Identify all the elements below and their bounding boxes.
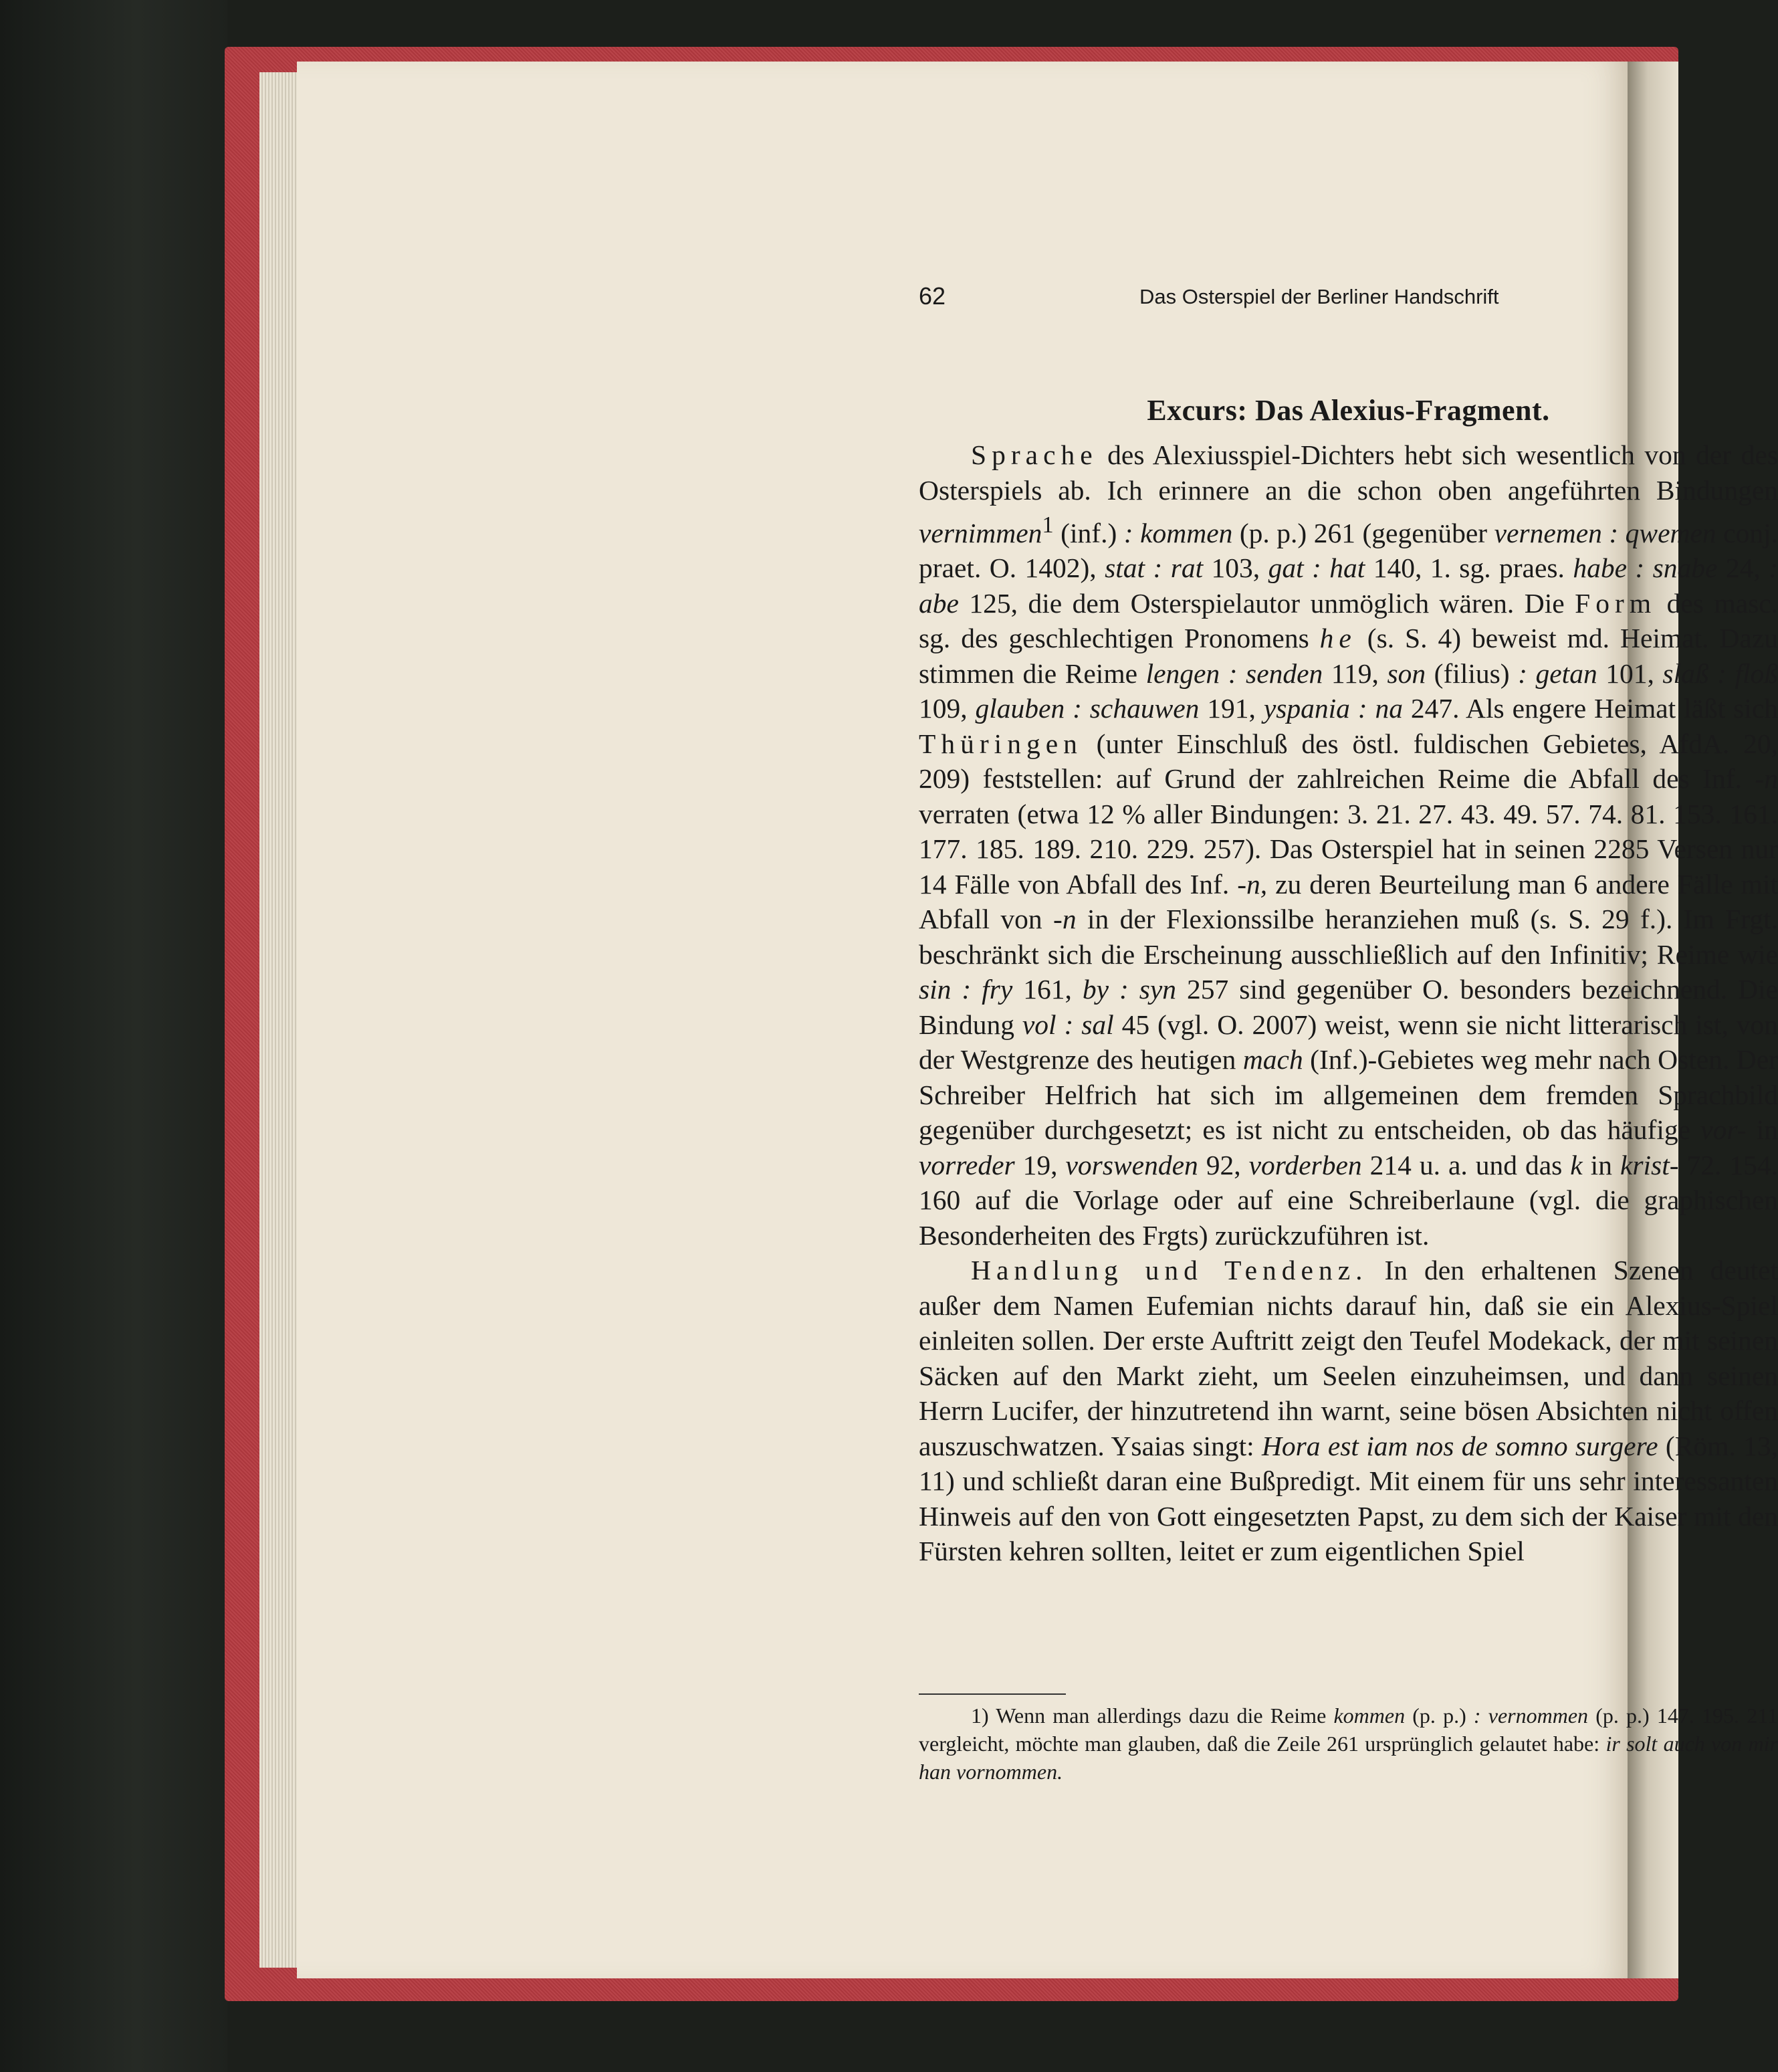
italic-term: : vernommen <box>1473 1703 1589 1728</box>
page-number: 62 <box>919 282 946 310</box>
text-run: 101, <box>1597 657 1663 689</box>
paragraph-sprache <box>919 437 1778 1253</box>
text-run: 24, <box>1717 552 1769 584</box>
italic-quote: ir solt auch von mir han vornommen. <box>919 1732 1778 1784</box>
running-header <box>919 282 1778 314</box>
italic-term: -n, <box>1237 868 1268 900</box>
italic-term: vernemen : qwemen <box>1494 517 1716 548</box>
footnote-rule <box>919 1693 1066 1695</box>
text-run: 1) Wenn man allerdings dazu die Reime <box>971 1703 1334 1728</box>
text-run: in <box>1582 1149 1620 1180</box>
italic-term: : abe <box>919 552 1778 619</box>
text-run: (filius) <box>1426 657 1519 689</box>
italic-term: -n <box>1755 763 1778 795</box>
text-run: 161, <box>1012 974 1083 1005</box>
italic-term: by : syn <box>1082 974 1177 1005</box>
italic-term: kommen <box>1333 1703 1406 1728</box>
text-run: verraten (etwa 12 % aller Bindungen: 3. 21. 27. 43. 49. 57. 74. 81. 153. 161. 177. 185. 189. 210. 229. 257). Das Osterspiel hat in seinen 2285 Versen nur 14 Fälle von Abfall des Inf. <box>919 798 1778 900</box>
text-run: (Röm. 13, 11) und schließt daran eine Bußpredigt. Mit einem für uns sehr interessanten Hinweis auf den von Gott eingesetzten Papst, zu dem sich der Kaiser mit den Fürsten kehren sollten, leitet er zum eigentlichen Spiel <box>919 1430 1778 1567</box>
section-heading: Excurs: Das Alexius-Fragment. <box>1147 394 1550 427</box>
page-edges <box>259 72 300 1968</box>
text-run: (s. S. 4) beweist md. Heimat. Dazu stimmen die Reime <box>919 623 1778 689</box>
italic-term: gat : hat <box>1268 552 1365 584</box>
italic-term: slaß : floß <box>1662 657 1778 689</box>
italic-term: lengen : senden <box>1145 657 1323 689</box>
dark-background <box>0 0 227 2072</box>
text-run: 214 u. a. und das <box>1361 1149 1571 1180</box>
body-text <box>919 437 1778 1569</box>
text-run: 45 (vgl. O. 2007) weist, wenn sie nicht litterarisch ist, von der Westgrenze des heutigen <box>919 1009 1778 1075</box>
italic-term: vorswenden <box>1065 1149 1198 1180</box>
italic-term: krist- <box>1620 1149 1679 1180</box>
text-run: (unter Einschluß des östl. fuldischen Gebietes, AfdA. 20, 209) feststellen: auf Grund der zahlreichen Reime die Abfall des Inf. <box>919 728 1778 795</box>
book-page <box>297 62 1778 1978</box>
text-run: in <box>1746 1114 1778 1146</box>
italic-term: yspania : na <box>1263 693 1403 724</box>
text-run: 72. 154. 160 auf die Vorlage oder auf eine Schreiberlaune (vgl. die graphischen Besonderheiten des Frgts) zurückzuführen ist. <box>919 1149 1778 1251</box>
text-run: 19, <box>1014 1149 1066 1180</box>
italic-term: glauben : schauwen <box>975 693 1200 724</box>
italic-term: habe : snabe <box>1573 552 1718 584</box>
italic-quote: Hora est iam nos de somno surgere <box>1261 1430 1658 1461</box>
text-run: 92, <box>1198 1149 1249 1180</box>
footnote-text <box>919 1701 1778 1786</box>
text-run: in der Flexionssilbe heranziehen muß (s. S. 29 f.). Im Frgt. beschränkt sich die Erscheinung ausschließlich auf den Infinitiv; Reime wie <box>919 904 1778 970</box>
text-run: 257 sind gegenüber O. besonders bezeichnend. Die Bindung <box>919 974 1778 1040</box>
text-run: (p. p.) <box>1405 1703 1474 1728</box>
spaced-term: Handlung und Tendenz. <box>971 1255 1368 1286</box>
text-run: 125, die dem Osterspielautor unmöglich wären. Die <box>958 587 1575 619</box>
italic-term: he <box>1319 623 1357 654</box>
text-run: In den erhaltenen Szenen deutet außer dem Namen Eufemian nichts darauf hin, daß sie ein Alexius-Spiel einleiten sollen. Der erste Auftritt zeigt den Teufel Modekack, der mit seinen Säcken auf den Markt zieht, um Seelen einzuheimsen, und dann seinen Herrn Lucifer, der hinzutretend ihn warnt, seine bösen Absichten nicht offen auszuschwatzen. Ysaias singt: <box>919 1255 1778 1461</box>
text-run: (p. p.) 147. 195. 211 vergleicht, möchte man glauben, daß die Zeile 261 ursprünglich gelautet habe: <box>919 1703 1778 1756</box>
text-run: 119, <box>1323 657 1387 689</box>
text-run: (Inf.)-Gebietes weg mehr nach Osten. Der Schreiber Helfrich hat sich im allgemeinen dem fremden Sprachbild gegenüber durchgesetzt; es ist nicht zu entscheiden, ob das häufige <box>919 1044 1778 1146</box>
text-run: 109, <box>919 693 976 724</box>
italic-term: -n <box>1053 904 1077 935</box>
italic-term: stat : rat <box>1105 552 1204 584</box>
text-run: 247. Als engere Heimat läßt sich <box>1402 693 1778 724</box>
text-run: (p. p.) 261 (gegenüber <box>1232 517 1494 548</box>
italic-term: vernimmen <box>919 517 1042 548</box>
text-run: conj. praet. O. 1402), <box>919 517 1778 584</box>
running-title: Das Osterspiel der Berliner Handschrift <box>1139 285 1499 308</box>
italic-term: vorreder <box>919 1149 1015 1180</box>
italic-term: k <box>1570 1149 1583 1180</box>
spaced-term: Thüringen <box>919 728 1083 759</box>
italic-term: vor- <box>1700 1114 1747 1146</box>
text-run: zu deren Beurteilung man 6 andere Fälle mit Abfall von <box>919 868 1778 935</box>
text-run: des masc. sg. des geschlechtigen Pronomens <box>919 587 1778 654</box>
text-run: 103, <box>1203 552 1268 584</box>
paragraph-handlung <box>919 1253 1778 1569</box>
italic-term: vol : sal <box>1022 1009 1114 1040</box>
text-run: (inf.) <box>1053 517 1124 548</box>
spaced-term: Sprache <box>971 439 1098 470</box>
text-run: des Alexiusspiel-Dichters hebt sich wesentlich von der des Osterspiels ab. Ich erinnere an die schon oben angeführten Bindungen <box>919 439 1778 506</box>
italic-term: : getan <box>1518 657 1597 689</box>
italic-term: vorderben <box>1248 1149 1362 1180</box>
italic-term: : kommen <box>1123 517 1233 548</box>
footnote-marker: 1 <box>1042 512 1054 538</box>
footnote <box>919 1701 1778 1786</box>
text-run: 191, <box>1199 693 1264 724</box>
italic-term: son <box>1387 657 1426 689</box>
spaced-term: Form <box>1575 587 1657 619</box>
italic-term: mach <box>1242 1044 1303 1075</box>
italic-term: sin : fry <box>919 974 1013 1005</box>
text-run: 140, 1. sg. praes. <box>1365 552 1573 584</box>
